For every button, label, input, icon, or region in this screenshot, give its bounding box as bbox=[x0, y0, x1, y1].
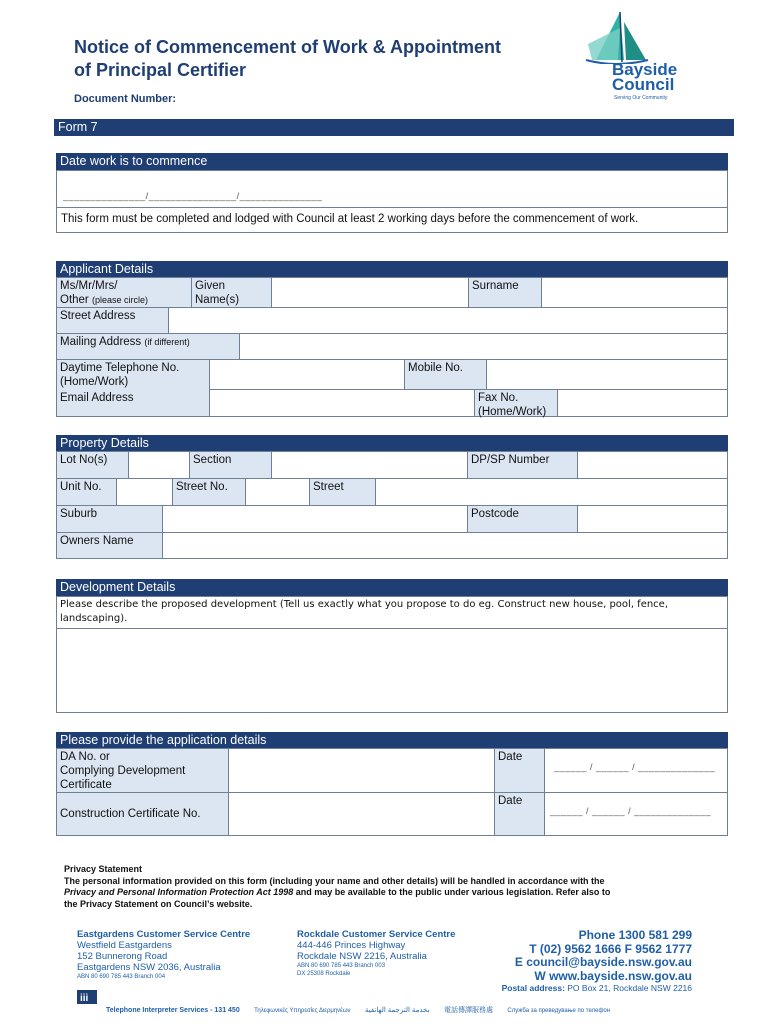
development-section-heading: Development Details bbox=[56, 579, 728, 596]
street-number-input[interactable] bbox=[246, 479, 310, 506]
contact-email[interactable]: E council@bayside.nsw.gov.au bbox=[514, 955, 692, 969]
interpreter-greek: Τηλεφωνικές Υπηρεσίες Διερμηνέων bbox=[254, 1008, 351, 1014]
street-number-label: Street No. bbox=[173, 479, 246, 506]
bayside-sail-logo-icon bbox=[580, 8, 650, 64]
da-date-pattern: ______ / ______ / ______________ bbox=[554, 762, 716, 772]
contact-tel-fax: T (02) 9562 1666 F 9562 1777 bbox=[529, 941, 692, 956]
eastgardens-line-1: Westfield Eastgardens bbox=[77, 940, 172, 951]
mobile-input[interactable] bbox=[487, 360, 727, 390]
postal-address: PO Box 21, Rockdale NSW 2216 bbox=[564, 983, 692, 993]
email-input[interactable] bbox=[210, 390, 475, 416]
da-label-line1: DA No. or bbox=[60, 751, 110, 763]
application-details-table bbox=[56, 748, 728, 836]
rockdale-centre bbox=[297, 929, 497, 978]
daytime-label-line1: Daytime Telephone No. bbox=[60, 362, 180, 374]
eastgardens-centre bbox=[77, 929, 297, 981]
contact-phone: Phone 1300 581 299 bbox=[578, 928, 692, 942]
given-label-line2: Name(s) bbox=[195, 294, 240, 306]
street-address-input[interactable] bbox=[169, 308, 727, 334]
unit-input[interactable] bbox=[117, 479, 173, 506]
fax-label-line2: (Home/Work) bbox=[478, 406, 547, 418]
rockdale-line-1: 444-446 Princes Highway bbox=[297, 940, 406, 951]
postcode-input[interactable] bbox=[578, 506, 727, 533]
street-address-label: Street Address bbox=[57, 308, 169, 334]
date-section bbox=[56, 170, 728, 233]
title-label-line1: Ms/Mr/Mrs/ bbox=[60, 280, 118, 292]
dpsp-label: DP/SP Number bbox=[468, 452, 578, 479]
mailing-hint: (if different) bbox=[144, 337, 190, 347]
da-number-label bbox=[57, 749, 229, 793]
development-description-input[interactable] bbox=[57, 629, 727, 712]
interpreter-line bbox=[106, 999, 610, 1017]
date-section-heading: Date work is to commence bbox=[56, 153, 728, 170]
given-label-line1: Given bbox=[195, 280, 226, 292]
suburb-label: Suburb bbox=[57, 506, 163, 533]
da-label-line2: Complying Development bbox=[60, 765, 186, 777]
given-names-input[interactable] bbox=[272, 278, 469, 308]
logo-line-2: Council bbox=[612, 75, 675, 94]
postcode-label: Postcode bbox=[468, 506, 578, 533]
mailing-label-text: Mailing Address bbox=[60, 336, 142, 348]
privacy-text-1: The personal information provided on this form (including your name and other details) will be handled in accordance with the bbox=[64, 875, 605, 886]
development-prompt: Please describe the proposed development (Tell us exactly what you propose to do eg. Construct new house, pool, fence, landscaping). bbox=[57, 597, 727, 629]
privacy-heading: Privacy Statement bbox=[64, 864, 143, 874]
unit-label: Unit No. bbox=[57, 479, 117, 506]
rockdale-abn: ABN 80 690 785 443 Branch 003 bbox=[297, 963, 386, 969]
privacy-text-2: and may be available to the public under various legislation. Refer also to bbox=[293, 887, 611, 897]
email-label: Email Address bbox=[57, 390, 210, 416]
surname-label: Surname bbox=[469, 278, 542, 308]
development-details-box bbox=[56, 596, 728, 713]
rockdale-line-2: Rockdale NSW 2216, Australia bbox=[297, 951, 427, 962]
form-number-bar: Form 7 bbox=[54, 119, 734, 136]
logo-tagline: Serving Our Community bbox=[614, 95, 668, 101]
mobile-label: Mobile No. bbox=[405, 360, 487, 390]
logo-text bbox=[612, 62, 722, 92]
cc-date-input[interactable] bbox=[545, 793, 727, 835]
page-title bbox=[74, 36, 574, 82]
daytime-phone-label bbox=[57, 360, 210, 390]
daytime-phone-input[interactable] bbox=[210, 360, 405, 390]
contact-website[interactable]: W www.bayside.nsw.gov.au bbox=[534, 968, 692, 983]
svg-text:iii: iii bbox=[80, 993, 89, 1004]
privacy-act-name: Privacy and Personal Information Protection Act 1998 bbox=[64, 887, 294, 897]
commencement-date-field[interactable]: _______________/________________/_______________ bbox=[63, 191, 323, 201]
interpreter-chinese: 電話傳譯服務處 bbox=[443, 1007, 493, 1014]
lodgement-note: This form must be completed and lodged with Council at least 2 working days before the commencement of work. bbox=[61, 213, 639, 225]
da-date-label: Date bbox=[495, 749, 545, 793]
lot-input[interactable] bbox=[129, 452, 190, 479]
rockdale-dx: DX 25308 Rockdale bbox=[297, 971, 351, 977]
title-label-line2: Other bbox=[60, 294, 89, 306]
privacy-text-3: the Privacy Statement on Council’s website. bbox=[64, 898, 253, 909]
eastgardens-heading: Eastgardens Customer Service Centre bbox=[77, 929, 251, 940]
surname-input[interactable] bbox=[542, 278, 727, 308]
applicant-details-table bbox=[56, 277, 728, 417]
property-details-table bbox=[56, 451, 728, 559]
privacy-statement bbox=[64, 864, 714, 910]
given-names-label bbox=[192, 278, 272, 308]
title-hint: (please circle) bbox=[91, 295, 148, 305]
section-input[interactable] bbox=[272, 452, 468, 479]
contact-details bbox=[470, 929, 692, 994]
interpreter-services: Telephone Interpreter Services - 131 450 bbox=[106, 1007, 240, 1014]
da-label-line3: Certificate bbox=[60, 779, 112, 791]
title-line-1: Notice of Commencement of Work & Appointment bbox=[74, 37, 502, 57]
mailing-address-label bbox=[57, 334, 240, 360]
suburb-input[interactable] bbox=[163, 506, 468, 533]
document-number-label: Document Number: bbox=[74, 93, 177, 105]
eastgardens-abn: ABN 80 690 785 443 Branch 004 bbox=[77, 974, 166, 980]
dpsp-input[interactable] bbox=[578, 452, 727, 479]
title-line-2: of Principal Certifier bbox=[74, 60, 247, 80]
fax-input[interactable] bbox=[558, 390, 727, 416]
application-section-heading: Please provide the application details bbox=[56, 732, 728, 749]
eastgardens-line-2: 152 Bunnerong Road bbox=[77, 951, 168, 962]
section-label: Section bbox=[190, 452, 272, 479]
fax-label bbox=[475, 390, 558, 416]
applicant-section-heading: Applicant Details bbox=[56, 261, 728, 278]
interpreter-icon bbox=[77, 990, 97, 1004]
cc-number-label: Construction Certificate No. bbox=[57, 793, 229, 835]
mailing-address-input[interactable] bbox=[240, 334, 727, 360]
daytime-label-line2: (Home/Work) bbox=[60, 376, 129, 388]
title-label bbox=[57, 278, 192, 308]
cc-number-input[interactable] bbox=[229, 793, 495, 835]
owners-name-label: Owners Name bbox=[57, 533, 163, 558]
interpreter-russian: Служба за преведување по телефон bbox=[507, 1008, 611, 1014]
interpreter-arabic: بخدمة الترجمة الهاتفية bbox=[364, 1007, 430, 1014]
rockdale-heading: Rockdale Customer Service Centre bbox=[297, 929, 456, 940]
cc-date-label: Date bbox=[495, 793, 545, 835]
owners-name-input[interactable] bbox=[163, 533, 727, 558]
street-label: Street bbox=[310, 479, 376, 506]
cc-date-pattern: ______ / ______ / ______________ bbox=[550, 806, 712, 816]
street-input[interactable] bbox=[376, 479, 727, 506]
da-number-input[interactable] bbox=[229, 749, 495, 793]
lot-label: Lot No(s) bbox=[57, 452, 129, 479]
logo-line-1: Bayside bbox=[612, 60, 678, 79]
da-date-input[interactable] bbox=[545, 749, 727, 793]
eastgardens-line-3: Eastgardens NSW 2036, Australia bbox=[77, 962, 221, 973]
property-section-heading: Property Details bbox=[56, 435, 728, 452]
postal-label: Postal address: bbox=[501, 983, 565, 993]
fax-label-line1: Fax No. bbox=[478, 392, 519, 404]
